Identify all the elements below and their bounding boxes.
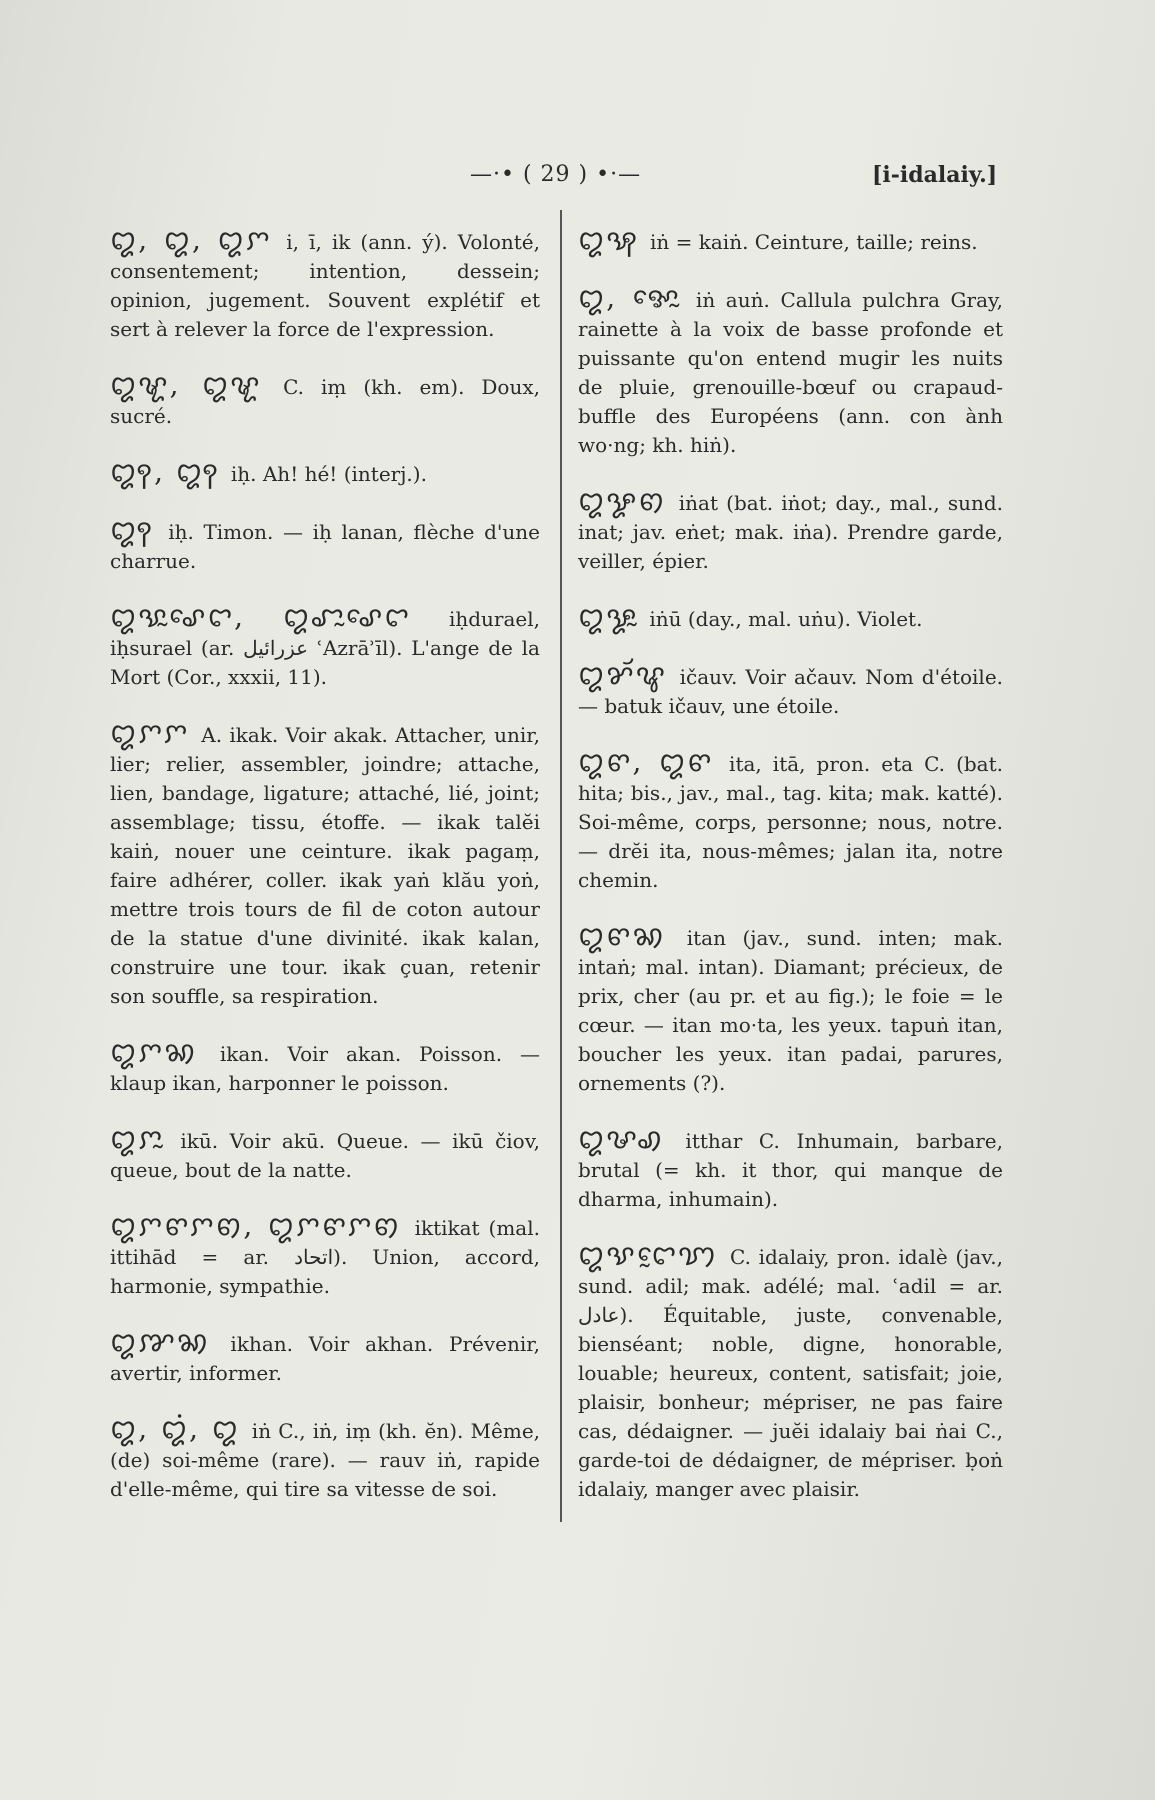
entry-text: C. idalaiy, pron. idalè (jav., sund. adil; mak. adélé; mal. ʿadil = ar. عادل). Équitable, juste, convenable, bienséant; noble, digne, honorable, louable; heureux, content, satisfait; joie, plaisir, bonheur; mépriser, ne pas faire cas, dédaigner. — juĕi idalaiy bai ṅai C., garde-toi de dédaigner, de mépriser. ḅoṅ idalaiy, manger avec plaisir. bbox=[578, 1245, 1003, 1501]
entry-text: ičauv. Voir ačauv. Nom d'étoile. — batuk ičauv, une étoile. bbox=[578, 665, 1004, 718]
dictionary-entry bbox=[110, 1211, 540, 1301]
entry-text: iḥ. Ah! hé! (interj.). bbox=[230, 462, 427, 486]
entry-text: iktikat (mal. ittihād = ar. اتحاد). Union, accord, harmonie, sympathie. bbox=[110, 1216, 540, 1298]
cham-script-headword: ꨁꨌꨮꨥ bbox=[578, 658, 680, 691]
dictionary-entry bbox=[578, 283, 1003, 460]
entry-text: iṅ auṅ. Callula pulchra Gray, rainette à la voix de basse profonde et puissante qu'on entend mugir les nuits de pluie, grenouille-bœuf ou crapaud-buffle des Européens (ann. con ành wo·ng; kh. hiṅ). bbox=[578, 288, 1003, 457]
cham-script-headword: ꨁꨕꨭꨣꨯꨤ, ꨁꨧꨭꨣꨯꨤ bbox=[110, 600, 449, 633]
entry-text: iṅat (bat. iṅot; day., mal., sund. inat; jav. eṅet; mak. iṅa). Prendre garde, veiller, épier. bbox=[578, 491, 1003, 573]
cham-script-headword: ꨁ, ꨁ, ꨁꨆ bbox=[110, 223, 287, 256]
entry-text: ikū. Voir akū. Queue. — ikū čiov, queue, bout de la natte. bbox=[110, 1129, 541, 1182]
cham-script-headword: ꨁ, ꨁꩌ, ꨁ bbox=[110, 1412, 252, 1445]
column-divider bbox=[560, 210, 562, 1522]
cham-script-headword: ꨁꨆꨓꨆꩅ, ꨁꨆꨓꨆꩅ bbox=[110, 1209, 415, 1242]
entry-text: ikan. Voir akan. Poisson. — klaup ikan, harponner le poisson. bbox=[110, 1042, 540, 1095]
dictionary-entry bbox=[110, 718, 540, 1011]
cham-script-headword: ꨁꨆꨭ bbox=[110, 1122, 181, 1155]
dictionary-entry bbox=[578, 1240, 1003, 1504]
cham-script-headword: ꨁ, ꨀꨯꨭ bbox=[578, 281, 696, 314]
left-column bbox=[110, 225, 540, 1530]
right-column bbox=[578, 225, 1003, 1530]
entry-text: itan (jav., sund. inten; mak. intaṅ; mal. intan). Diamant; précieux, de prix, cher (au pr. et au fig.); le foie = le cœur. — itan mo·ta, les yeux. tapuṅ itan, boucher les yeux. itan padai, parures, ornements (?). bbox=[578, 926, 1003, 1095]
cham-script-headword: ꨁꨆꩆ bbox=[110, 1035, 220, 1068]
cham-script-headword: ꨁꨔꩉ bbox=[578, 1122, 686, 1155]
dictionary-entry bbox=[110, 370, 540, 431]
cham-script-headword: ꨁꩍ, ꨁꩍ bbox=[110, 455, 231, 488]
dictionary-entry bbox=[110, 225, 540, 344]
page-number: —·• ( 29 ) •·— bbox=[470, 162, 642, 187]
dictionary-entry bbox=[578, 660, 1003, 721]
entry-text: ikhan. Voir akhan. Prévenir, avertir, informer. bbox=[110, 1332, 541, 1385]
entry-text: iṅ C., iṅ, iṃ (kh. ĕn). Même, (de) soi-même (rare). — rauv iṅ, rapide d'elle-même, qui tire sa vitesse de soi. bbox=[110, 1419, 541, 1501]
dictionary-entry bbox=[110, 602, 540, 692]
entry-text: i, ī, ik (ann. ý). Volonté, consentement; intention, dessein; opinion, jugement. Souvent explétif et sert à relever la force de l'expression. bbox=[110, 230, 540, 341]
dictionary-entry bbox=[578, 921, 1003, 1098]
dictionary-entry bbox=[578, 1124, 1003, 1214]
dictionary-entry bbox=[110, 1124, 540, 1185]
dictionary-entry bbox=[578, 747, 1003, 895]
dictionary-entry bbox=[578, 486, 1003, 576]
entry-text: iḥ. Timon. — iḥ lanan, flèche d'une charrue. bbox=[110, 520, 540, 573]
dictionary-entry bbox=[578, 225, 1003, 257]
entry-text: ita, itā, pron. eta C. (bat. hita; bis., jav., mal., tag. kita; mak. katté). Soi-même, corps, personne; nous, notre. — drĕi ita, nous-mêmes; jalan ita, notre chemin. bbox=[578, 752, 1004, 892]
dictionary-entry bbox=[110, 1414, 540, 1504]
dictionary-entry bbox=[110, 457, 540, 489]
running-head: [i-idalaiy.] bbox=[872, 162, 998, 188]
cham-script-headword: ꨁꩍ bbox=[110, 513, 169, 546]
entry-text: iṅū (day., mal. uṅu). Violet. bbox=[649, 607, 923, 631]
entry-text: itthar C. Inhumain, barbare, brutal (= kh. it thor, qui manque de dharma, inhumain). bbox=[578, 1129, 1003, 1211]
entry-text: iṅ = kaiṅ. Ceinture, taille; reins. bbox=[650, 230, 978, 254]
cham-script-headword: ꨁꩂ bbox=[578, 223, 650, 256]
dictionary-entry bbox=[110, 1037, 540, 1098]
entry-text: C. iṃ (kh. em). Doux, sucré. bbox=[110, 375, 540, 428]
cham-script-headword: ꨁꨓ, ꨁꨓ bbox=[578, 745, 730, 778]
dictionary-entry bbox=[110, 515, 540, 576]
dictionary-entry bbox=[110, 1327, 540, 1388]
dictionary-entry bbox=[578, 602, 1003, 634]
cham-script-headword: ꨁꨇꩆ bbox=[110, 1325, 231, 1358]
cham-script-headword: ꨁꨆꨆ bbox=[110, 716, 202, 749]
cham-script-headword: ꨁꨋꨭ bbox=[578, 600, 650, 633]
entry-text: iḥdurael, iḥsurael (ar. عزرائيل ʿAzrāʾīl). L'ange de la Mort (Cor., xxxii, 11). bbox=[110, 607, 540, 689]
cham-script-headword: ꨁꨕꨤꨰꩈ bbox=[578, 1238, 730, 1271]
entry-text: A. ikak. Voir akak. Attacher, unir, lier; relier, assembler, joindre; attache, lien, bandage, ligature; attaché, lié, joint; assemblage; tissu, étoffe. — ikak talĕi kaiṅ, nouer une ceinture. ikak pagaṃ, faire adhérer, coller. ikak yaṅ klău yoṅ, mettre trois tours de fil de coton autour de la statue d'une divinité. ikak kalan, construire une tour. ikak çuan, retenir son souffle, sa respiration. bbox=[110, 723, 541, 1008]
cham-script-headword: ꨁꨠ, ꨁꨠ bbox=[110, 368, 284, 401]
cham-script-headword: ꨁꨋꩅ bbox=[578, 484, 679, 517]
cham-script-headword: ꨁꨓꩆ bbox=[578, 919, 687, 952]
